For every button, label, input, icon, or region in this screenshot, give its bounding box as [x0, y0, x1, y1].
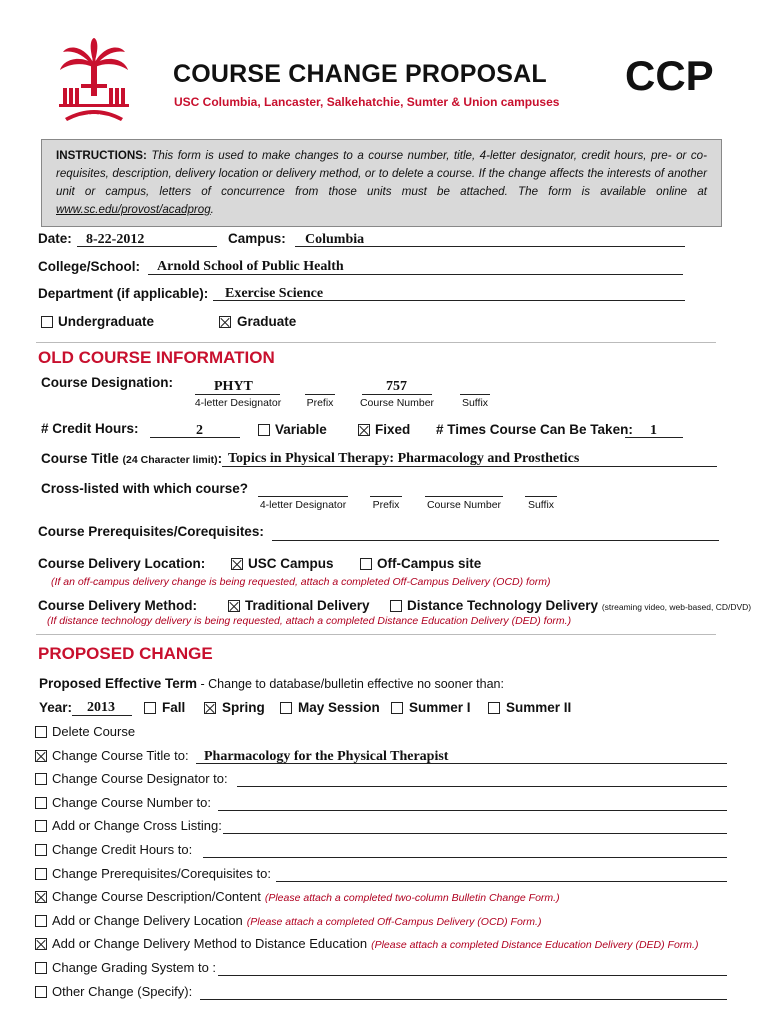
change-label — [52, 771, 228, 786]
change-label — [52, 960, 216, 975]
change-checkbox[interactable] — [35, 891, 47, 903]
change-label — [52, 866, 271, 881]
change-checkbox[interactable] — [35, 750, 47, 762]
instructions-link[interactable]: www.sc.edu/provost/acadprog — [56, 203, 211, 216]
university-logo — [55, 36, 133, 126]
instructions-link-suffix: . — [210, 203, 214, 216]
distance-checkbox[interactable] — [390, 600, 402, 612]
prefix-caption: Prefix — [306, 397, 334, 409]
undergraduate-checkbox[interactable] — [41, 316, 53, 328]
change-label-text: Add or Change Delivery Location — [52, 913, 243, 928]
traditional-checkbox[interactable] — [228, 600, 240, 612]
delivery-method-label: Course Delivery Method: — [38, 598, 198, 613]
campus-label: Campus: — [228, 231, 286, 246]
crosslist-prefix-caption: Prefix — [372, 499, 400, 511]
off-campus-checkbox[interactable] — [360, 558, 372, 570]
change-label — [52, 818, 222, 833]
term-checkbox-summer-i[interactable] — [391, 702, 403, 714]
crosslisted-label: Cross-listed with which course? — [41, 481, 249, 496]
change-label — [52, 795, 211, 810]
crosslist-suffix-caption: Suffix — [527, 499, 555, 511]
change-field[interactable] — [276, 881, 727, 882]
prefix-field[interactable] — [305, 394, 335, 395]
change-label — [52, 913, 541, 928]
off-campus-label: Off-Campus site — [377, 556, 482, 571]
change-note: (Please attach a completed Distance Education Delivery (DED) Form.) — [371, 939, 699, 951]
change-label-text: Other Change (Specify): — [52, 984, 193, 999]
change-label-text: Change Prerequisites/Corequisites to: — [52, 866, 271, 881]
crosslist-designator-field[interactable] — [258, 496, 348, 497]
prereq-label: Course Prerequisites/Corequisites: — [38, 524, 264, 539]
change-checkbox[interactable] — [35, 868, 47, 880]
form-code: CCP — [625, 52, 714, 99]
crosslist-designator-caption: 4-letter Designator — [259, 499, 347, 511]
change-label — [52, 984, 192, 999]
undergraduate-label: Undergraduate — [58, 314, 155, 329]
distance-label — [407, 598, 751, 613]
department-label: Department (if applicable): — [38, 286, 209, 301]
change-checkbox[interactable] — [35, 915, 47, 927]
fixed-checkbox[interactable] — [358, 424, 370, 436]
change-label — [52, 724, 135, 739]
svg-text:1801: 1801 — [87, 113, 101, 121]
instructions-box — [41, 139, 722, 227]
term-label: Summer II — [506, 700, 572, 715]
year-value: 2013 — [87, 700, 115, 715]
change-field[interactable] — [203, 857, 727, 858]
credit-hours-value: 2 — [196, 423, 203, 438]
term-checkbox-spring[interactable] — [204, 702, 216, 714]
graduate-label: Graduate — [237, 314, 297, 329]
date-value: 8-22-2012 — [86, 232, 145, 247]
course-designation-label: Course Designation: — [41, 375, 174, 390]
distance-label-text: Distance Technology Delivery — [407, 598, 599, 613]
change-label-text: Change Course Number to: — [52, 795, 211, 810]
change-checkbox[interactable] — [35, 844, 47, 856]
course-number-field[interactable] — [362, 394, 432, 395]
location-note: (If an off-campus delivery change is being requested, attach a completed Off-Campus Delivery (OCD) form) — [51, 576, 551, 588]
divider — [36, 342, 716, 343]
change-checkbox[interactable] — [35, 797, 47, 809]
change-field[interactable] — [237, 786, 727, 787]
designator-field[interactable] — [195, 394, 280, 395]
change-label-text: Change Course Description/Content — [52, 889, 261, 904]
designator-caption: 4-letter Designator — [194, 397, 282, 409]
change-note: (Please attach a completed Off-Campus Delivery (OCD) Form.) — [246, 916, 542, 928]
change-label-text: Add or Change Delivery Method to Distance Education — [52, 936, 368, 951]
term-label: Summer I — [409, 700, 471, 715]
course-title-limit: (24 Character limit) — [122, 454, 218, 466]
change-field[interactable] — [218, 975, 727, 976]
traditional-label: Traditional Delivery — [245, 598, 370, 613]
palmetto-tree-icon — [55, 36, 133, 126]
course-title-value: Topics in Physical Therapy: Pharmacology and Prosthetics — [228, 451, 580, 466]
change-checkbox[interactable] — [35, 820, 47, 832]
course-title-label-text: Course Title — [41, 451, 119, 466]
crosslist-suffix-field[interactable] — [525, 496, 557, 497]
change-label-text: Change Credit Hours to: — [52, 842, 193, 857]
term-checkbox-may-session[interactable] — [280, 702, 292, 714]
crosslist-prefix-field[interactable] — [370, 496, 402, 497]
change-checkbox[interactable] — [35, 986, 47, 998]
crosslist-number-field[interactable] — [425, 496, 503, 497]
times-taken-label: # Times Course Can Be Taken: — [436, 422, 633, 437]
change-value: Pharmacology for the Physical Therapist — [204, 749, 449, 764]
change-label — [52, 748, 189, 763]
credit-hours-label: # Credit Hours: — [41, 421, 139, 436]
fixed-label: Fixed — [375, 422, 411, 437]
distance-detail: (streaming video, web-based, CD/DVD) — [601, 602, 752, 612]
change-checkbox[interactable] — [35, 962, 47, 974]
suffix-caption: Suffix — [461, 397, 489, 409]
term-checkbox-fall[interactable] — [144, 702, 156, 714]
credit-hours-field[interactable] — [150, 437, 240, 438]
change-label-text: Change Course Designator to: — [52, 771, 228, 786]
effective-term-line — [39, 676, 504, 691]
campus-value: Columbia — [305, 232, 365, 247]
form-title: COURSE CHANGE PROPOSAL — [173, 60, 547, 88]
method-note: (If distance technology delivery is being requested, attach a completed Distance Education Delivery (DED) form.) — [47, 615, 572, 627]
change-field[interactable] — [200, 999, 727, 1000]
graduate-checkbox[interactable] — [219, 316, 231, 328]
change-label — [52, 889, 560, 904]
change-field[interactable] — [223, 833, 727, 834]
divider — [36, 634, 716, 635]
change-checkbox[interactable] — [35, 726, 47, 738]
course-number-value: 757 — [386, 379, 407, 394]
times-taken-value: 1 — [650, 423, 657, 438]
change-label-text: Change Course Title to: — [52, 748, 189, 763]
change-label-text: Change Grading System to : — [52, 960, 217, 975]
date-label: Date: — [38, 231, 72, 246]
change-field[interactable] — [218, 810, 727, 811]
crosslist-number-caption: Course Number — [426, 499, 502, 511]
college-value: Arnold School of Public Health — [157, 259, 344, 274]
term-label: Spring — [222, 700, 265, 715]
term-label: Fall — [162, 700, 186, 715]
course-title-colon: : — [217, 451, 223, 466]
college-label: College/School: — [38, 259, 141, 274]
department-value: Exercise Science — [225, 286, 324, 301]
old-course-heading: OLD COURSE INFORMATION — [38, 348, 275, 367]
usc-campus-checkbox[interactable] — [231, 558, 243, 570]
variable-label: Variable — [275, 422, 327, 437]
form-subtitle: USC Columbia, Lancaster, Salkehatchie, Sumter & Union campuses — [174, 95, 560, 109]
course-number-caption: Course Number — [359, 397, 435, 409]
change-label-text: Add or Change Cross Listing: — [52, 818, 222, 833]
instructions-label: INSTRUCTIONS: — [56, 149, 147, 162]
change-note: (Please attach a completed two-column Bulletin Change Form.) — [264, 892, 560, 904]
change-checkbox[interactable] — [35, 773, 47, 785]
suffix-field[interactable] — [460, 394, 490, 395]
term-checkbox-summer-ii[interactable] — [488, 702, 500, 714]
usc-campus-label: USC Campus — [248, 556, 334, 571]
change-label — [52, 842, 192, 857]
change-label — [52, 936, 698, 951]
prereq-field[interactable] — [272, 540, 719, 541]
term-label: May Session — [298, 700, 380, 715]
instructions-text: This form is used to make changes to a course number, title, 4-letter designator, credit hours, pre- or co-requisites, description, delivery location or delivery method, or to delete a course. If the change affects the interests of another unit or campus, letters of concurrence from those units must be attached. The form is available online at — [56, 149, 707, 198]
delivery-location-label: Course Delivery Location: — [38, 556, 206, 571]
effective-term-label: Proposed Effective Term — [39, 676, 198, 691]
year-label: Year: — [39, 700, 73, 715]
course-title-label — [41, 451, 222, 466]
variable-checkbox[interactable] — [258, 424, 270, 436]
change-label-text: Delete Course — [52, 724, 136, 739]
proposed-change-heading: PROPOSED CHANGE — [38, 644, 213, 663]
effective-term-desc: - Change to database/bulletin effective no sooner than: — [197, 677, 504, 691]
designator-value: PHYT — [214, 379, 253, 394]
change-checkbox[interactable] — [35, 938, 47, 950]
